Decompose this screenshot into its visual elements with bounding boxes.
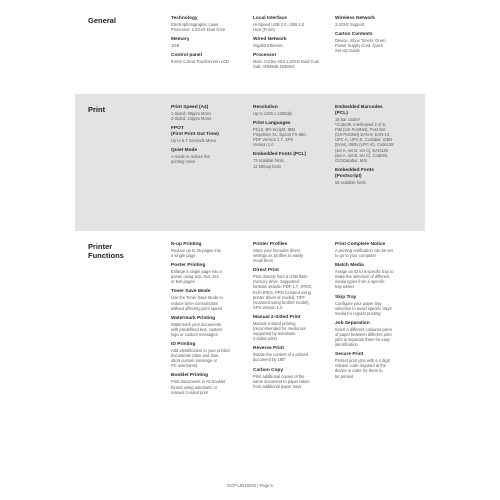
spec-heading-line: Control panel xyxy=(171,53,202,59)
text-line: selection to avoid specific trays' xyxy=(335,305,393,311)
spec-text xyxy=(335,358,413,378)
spec-text xyxy=(171,138,249,143)
text-line: tray easier xyxy=(335,284,355,290)
spec-text xyxy=(171,248,249,258)
spec-heading-line: Technology xyxy=(171,16,198,21)
section-title xyxy=(88,105,105,114)
text-line: Use the Toner Save Mode to xyxy=(171,295,223,301)
spec-heading-line: Embedded Barcodes xyxy=(335,105,383,110)
spec-heading xyxy=(335,168,413,180)
text-line: 18 bar codes* xyxy=(335,117,361,122)
spec-item xyxy=(171,148,249,164)
spec-item xyxy=(171,316,249,337)
text-line: 66 scalable fonts xyxy=(335,179,366,185)
spec-item xyxy=(253,315,331,341)
spec-heading-line: Carton Contents xyxy=(335,32,373,38)
section-title-line: General xyxy=(88,16,116,25)
section-print xyxy=(75,94,425,231)
spec-column xyxy=(335,105,413,190)
text-line: Print additional copies of the xyxy=(253,373,305,379)
text-line: PC username) xyxy=(171,363,198,369)
spec-item xyxy=(171,342,249,368)
text-line: 1GB xyxy=(171,43,180,49)
spec-heading-line: (Postscript) xyxy=(335,173,362,179)
text-line: a single page xyxy=(171,253,196,259)
text-line: format using automatic or xyxy=(171,384,218,390)
spec-heading-line: Wireless Network xyxy=(335,16,375,21)
spec-item xyxy=(253,37,331,48)
spec-heading-line: Direct Print xyxy=(253,268,279,274)
text-line: Reduce up to 25 pages into xyxy=(171,248,222,253)
text-line: formats include: PDF 1.7, JPEG, xyxy=(253,284,313,290)
text-line: Set-Up Guide xyxy=(335,48,360,54)
spec-text xyxy=(171,348,249,368)
text-line: media types from a specific xyxy=(335,279,385,285)
spec-heading-line: Job Separation xyxy=(335,320,370,326)
text-line: poster using 2x2, 3x3, 4x4 xyxy=(171,274,219,280)
spec-item xyxy=(335,242,413,258)
spec-text xyxy=(253,274,331,310)
spec-heading-line: Quiet Mode xyxy=(171,148,198,154)
spec-text xyxy=(335,38,413,53)
spec-item xyxy=(253,152,331,168)
spec-heading-line: Skip Tray xyxy=(335,294,357,300)
text-line: or 5x5 pages xyxy=(171,279,195,285)
spec-item xyxy=(171,16,249,32)
spec-text xyxy=(253,127,331,147)
text-line: 73 scalable fonts, xyxy=(253,158,285,164)
spec-item xyxy=(171,263,249,284)
text-line: (recommended for media not xyxy=(253,326,306,332)
spec-column xyxy=(253,16,331,74)
text-line: be printed xyxy=(335,373,354,379)
spec-item xyxy=(335,263,413,289)
spec-item xyxy=(335,168,413,185)
spec-column xyxy=(335,16,413,58)
spec-heading-line: Embedded Fonts (PCL) xyxy=(253,152,307,158)
spec-item xyxy=(253,242,331,263)
spec-heading-line: Poster Printing xyxy=(171,263,206,269)
text-line: Add identification to your printed xyxy=(171,348,230,354)
spec-text xyxy=(335,117,413,163)
spec-heading-line: Secure Print xyxy=(335,352,364,358)
section-printer-functions xyxy=(75,231,425,476)
spec-column xyxy=(171,242,249,400)
text-line: Gigabit Ethernet xyxy=(253,43,283,49)
spec-item xyxy=(171,53,249,64)
text-line: media for regular printing xyxy=(335,310,381,316)
text-line: recall them xyxy=(253,258,274,264)
spec-item xyxy=(253,53,331,69)
spec-text xyxy=(253,374,331,389)
text-line: Watermark your documents xyxy=(171,321,222,327)
spec-item xyxy=(171,105,249,121)
spec-heading-line: Reverse Print xyxy=(253,346,284,352)
text-line: XPS version 1.0 xyxy=(253,304,283,310)
spec-item xyxy=(253,105,331,116)
text-line: Host (Front) xyxy=(253,27,275,33)
spec-heading-line: Toner Save Mode xyxy=(171,289,211,295)
text-line: Insert a different coloured piece xyxy=(335,326,393,332)
section-title xyxy=(88,16,116,25)
spec-heading-line: Print Complete Notice xyxy=(335,242,386,247)
text-line: release code required at the xyxy=(335,363,386,369)
spec-heading-line: (First Print Out Time) xyxy=(171,132,219,138)
spec-text xyxy=(253,321,331,341)
spec-item xyxy=(253,346,331,362)
spec-column xyxy=(253,242,331,394)
text-line: supported by automatic xyxy=(253,331,296,337)
spec-heading-line: FPOT xyxy=(171,126,184,132)
text-line: identification xyxy=(335,342,358,348)
text-line: reduce toner consumption xyxy=(171,300,219,306)
spec-text xyxy=(171,111,249,121)
spec-column xyxy=(171,105,249,169)
spec-text xyxy=(335,180,413,185)
text-line: printer driver of model), TIFF xyxy=(253,294,306,300)
text-line: Main: Cortex-A53 1.2GHz Dual Core xyxy=(253,59,320,65)
text-line: logo or custom messages xyxy=(171,331,218,337)
text-line: Store your favourite driver xyxy=(253,248,301,253)
text-line: FIM (US-PostNet), Post Net xyxy=(335,127,386,133)
text-line: Manual 2-sided printing xyxy=(253,320,296,326)
text-line: Print documents in A5 booklet xyxy=(171,379,226,385)
text-line: without affecting print speed xyxy=(171,305,222,311)
spec-column xyxy=(335,242,413,384)
spec-text xyxy=(171,154,249,164)
text-line: Processor: 1.2GHz Dual Core xyxy=(171,27,226,33)
text-line: 2.4GHz Support xyxy=(335,22,365,27)
spec-item xyxy=(253,268,331,310)
text-line: 8.8cm Colour Touchscreen LCD xyxy=(171,59,229,65)
text-line: jobs to separate them for easy xyxy=(335,337,391,343)
text-line: Hi-Speed USB 2.0, USB 2.0 xyxy=(253,22,304,27)
spec-heading xyxy=(171,126,249,138)
spec-text xyxy=(253,43,331,48)
text-line: (EAN), ISBN (UPC-E), Code128 xyxy=(335,142,394,148)
text-line: Print directly from a USB flash xyxy=(253,274,308,280)
text-line: (set A, set B, set C), Code93, xyxy=(335,152,389,158)
section-title xyxy=(88,242,124,260)
text-line: Assign an ID to a specific tray to xyxy=(335,269,394,275)
spec-item xyxy=(335,105,413,163)
text-line: 2-sided print) xyxy=(253,336,277,342)
text-line: Rotate the content of a printed xyxy=(253,352,309,358)
spec-heading-line: Watermark Printing xyxy=(171,315,216,321)
spec-item xyxy=(335,295,413,316)
text-line: Protect print jobs with a 4 digit xyxy=(335,358,390,364)
text-line: from additional paper trays xyxy=(253,383,302,389)
spec-column xyxy=(171,16,249,69)
spec-text xyxy=(335,22,413,27)
spec-item xyxy=(335,16,413,27)
spec-heading-line: Booklet Printing xyxy=(171,373,209,379)
spec-heading-line: N-up Printing xyxy=(171,242,202,247)
spec-item xyxy=(253,121,331,147)
spec-item xyxy=(171,37,249,48)
text-line: PDF Version 1.7, XPS xyxy=(253,137,294,143)
spec-text xyxy=(171,22,249,32)
spec-text xyxy=(171,322,249,337)
spec-item xyxy=(171,373,249,394)
spec-heading-line: ID Printing xyxy=(171,342,196,348)
spec-text xyxy=(171,379,249,394)
spec-heading-line: Local Interface xyxy=(253,16,287,21)
text-line: documents (date and time, xyxy=(171,353,220,359)
spec-heading-line: Embedded Fonts xyxy=(335,167,374,173)
spec-heading xyxy=(335,105,413,117)
page-footer: DCP-L5510DW | Page 5 xyxy=(227,483,273,488)
spec-text xyxy=(253,248,331,263)
text-line: make the selection of different xyxy=(335,274,390,280)
spec-text xyxy=(171,295,249,310)
section-title-line: Functions xyxy=(88,251,124,260)
spec-text xyxy=(335,301,413,316)
text-line: UPC-A, UPC-E, Codabar, ISBN xyxy=(335,137,393,143)
text-line: Configure your paper tray xyxy=(335,300,382,306)
spec-heading-line: Wired Network xyxy=(253,37,287,43)
text-line: document by 180° xyxy=(253,357,287,363)
spec-item xyxy=(253,16,331,32)
text-line: short custom message or xyxy=(171,358,217,364)
spec-item xyxy=(171,242,249,258)
spec-item xyxy=(171,126,249,143)
text-line: (scanned using brother model), xyxy=(253,299,310,305)
spec-heading-line: Printer Profiles xyxy=(253,242,288,247)
spec-text xyxy=(253,22,331,32)
spec-heading-line: Carbon Copy xyxy=(253,367,284,373)
spec-item xyxy=(335,321,413,347)
text-line: with predefined text, custom xyxy=(171,326,222,332)
text-line: Up to 6.7 Seconds Mono xyxy=(171,138,217,144)
text-line: 1-Sided: 48ppm Mono xyxy=(171,111,212,116)
text-line: to go to your computer xyxy=(335,253,376,259)
text-line: device in order for them to xyxy=(335,368,383,374)
text-line: 12 bitmap fonts xyxy=(253,163,281,169)
spec-text xyxy=(171,59,249,64)
text-line: PCL6, BR-Script3, IBM xyxy=(253,127,295,133)
text-line: GS1Databar, MSI xyxy=(335,157,368,163)
text-line: same document to paper taken xyxy=(253,378,310,384)
text-line: Electrophotographic Laser xyxy=(171,22,219,27)
spec-heading-line: Match Media xyxy=(335,263,364,269)
spec-text xyxy=(171,269,249,284)
spec-item xyxy=(335,32,413,53)
text-line: Sub: ARM946 150MHz xyxy=(253,64,295,70)
text-line: settings as profiles to easily xyxy=(253,253,304,259)
spec-text xyxy=(253,111,331,116)
spec-column xyxy=(253,105,331,174)
spec-heading-line: Processor xyxy=(253,53,277,59)
text-line: *Code39, Interleaved 2 of 5, xyxy=(335,122,386,128)
text-line: Device, Inbox Toners, Drum, xyxy=(335,38,387,44)
text-line: Exif+JPEG, PRN (created using xyxy=(253,289,311,295)
text-line: (set A, set B, set C), EAN128 xyxy=(335,147,388,153)
spec-heading-line: (PCL) xyxy=(335,111,348,116)
spec-item xyxy=(253,368,331,389)
spec-text xyxy=(253,352,331,362)
spec-text xyxy=(335,327,413,347)
text-line: Proprinter XL, Epson FX-850, xyxy=(253,132,307,138)
spec-text xyxy=(253,158,331,168)
spec-text xyxy=(253,59,331,69)
spec-heading-line: Memory xyxy=(171,37,190,43)
text-line: Power Supply Cord, Quick xyxy=(335,43,384,49)
spec-text xyxy=(171,43,249,48)
spec-heading-line: Print Speed (A4) xyxy=(171,105,209,110)
text-line: Version 1.0 xyxy=(253,142,274,148)
text-line: of paper between different print xyxy=(335,331,392,337)
spec-item xyxy=(171,289,249,310)
spec-item xyxy=(335,352,413,378)
text-line: Enlarge a single page into a xyxy=(171,269,222,275)
text-line: (US-PostNet) EAN-8, EAN-13, xyxy=(335,132,391,138)
text-line: Up to 1200 x 1200dpi xyxy=(253,111,292,116)
section-general xyxy=(75,0,425,94)
text-line: A printing notification can be set xyxy=(335,248,393,253)
section-title-line: Printer xyxy=(88,242,113,251)
text-line: 2-Sided: 24ppm Mono xyxy=(171,116,212,122)
text-line: printing noise xyxy=(171,159,196,165)
text-line: A mode to reduce the xyxy=(171,154,210,160)
section-title-line: Print xyxy=(88,105,106,114)
spec-heading-line: Manual 2-Sided Print xyxy=(253,314,301,320)
text-line: memory drive. Supported xyxy=(253,279,299,285)
spec-text xyxy=(335,248,413,258)
spec-heading-line: Resolution xyxy=(253,105,278,110)
text-line: manual 2-sided print xyxy=(171,389,209,395)
spec-heading-line: Print Languages xyxy=(253,121,291,127)
spec-text xyxy=(335,269,413,289)
